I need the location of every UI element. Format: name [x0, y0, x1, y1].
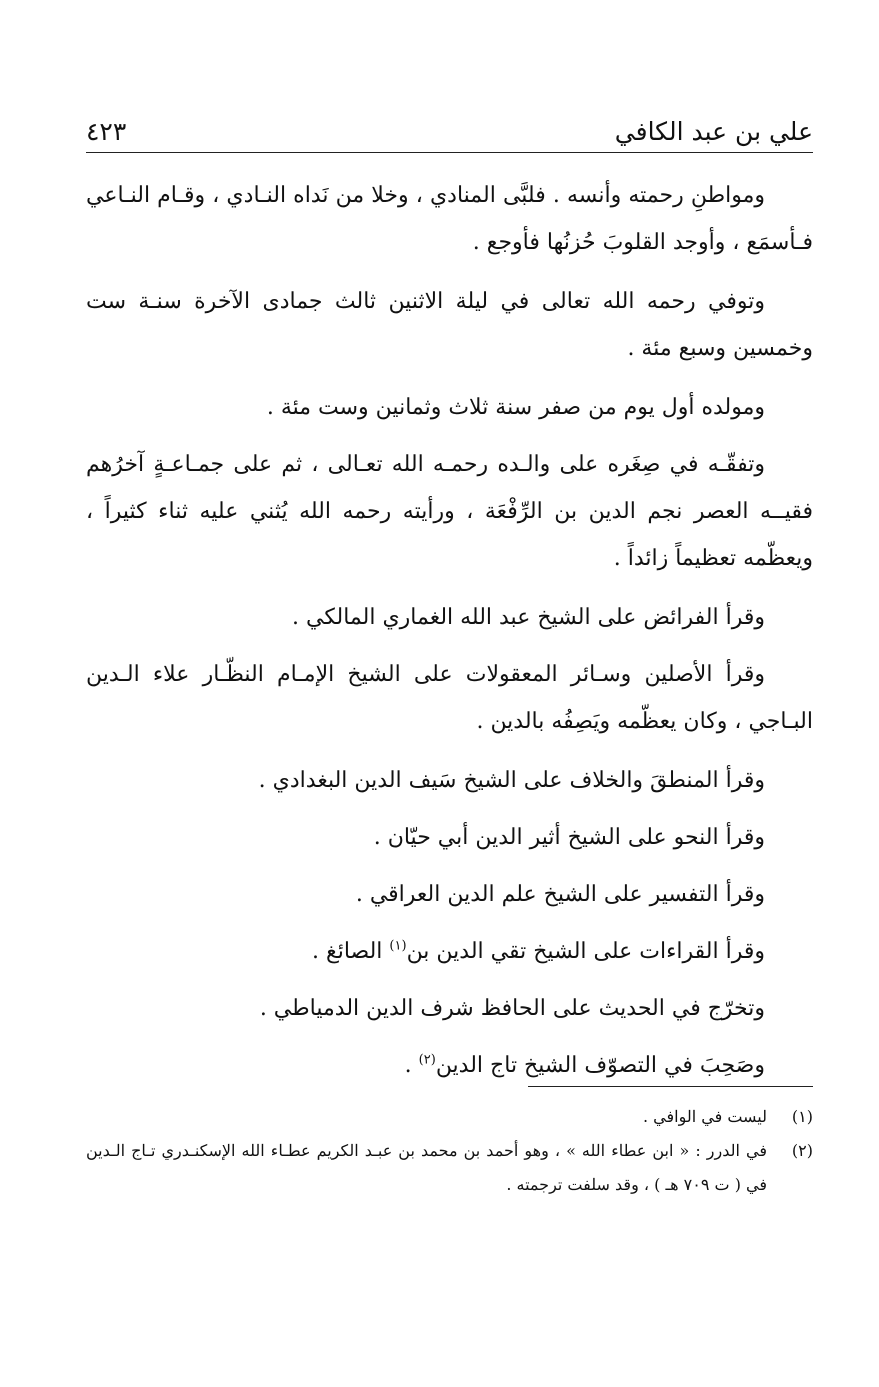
paragraph-logic-study: وقرأ المنطقَ والخلاف على الشيخ سَيف الدين البغدادي . [258, 768, 765, 793]
paragraph-qiraat-text-end: الصائغ . [312, 939, 390, 964]
footnote-text-1: ليست في الوافي . [642, 1107, 767, 1126]
footnote-text-2: في الدرر : « ابن عطاء الله » ، وهو أحمد بن محمد بن عبـد الكريم عطـاء الله الإسكنـدري تـاج الـدين في ( ت ٧٠٩ هـ ) ، وقد سلفت ترجمته . [86, 1141, 767, 1194]
footnotes [86, 1100, 813, 1202]
running-head [86, 112, 813, 152]
paragraph-fiqh-study: وتفقّـه في صِغَره على والـده رحمـه الله تعـالى ، ثم على جمـاعـةٍ آخرُهم فقيــه العصر نجم الدين بن الرِّفْعَة ، ورأيته رحمه الله يُثني عليه ثناء كثيراً ، ويعظّمه تعظيماً زائداً . [86, 452, 813, 571]
footnote-reference-1[interactable]: (١) [389, 938, 407, 954]
footnote-reference-2[interactable]: (٢) [418, 1052, 436, 1068]
paragraph-tafsir-study: وقرأ التفسير على الشيخ علم الدين العراقي . [355, 882, 765, 907]
paragraph-grammar-study: وقرأ النحو على الشيخ أثير الدين أبي حيّان . [373, 825, 765, 850]
footnote-1 [86, 1100, 813, 1134]
paragraph-usul-study: وقرأ الأصلين وسـائر المعقولات على الشيخ الإمـام النظّـار علاء الـدين البـاجي ، وكان يعظّمه ويَصِفُه بالدين . [86, 662, 813, 734]
paragraph-qiraat-text: وقرأ القراءات على الشيخ تقي الدين بن [406, 939, 765, 964]
footnote-rule [528, 1086, 813, 1087]
paragraph-death-date: وتوفي رحمه الله تعالى في ليلة الاثنين ثالث جمادى الآخرة سنـة ست وخمسين وسبع مئة . [86, 289, 813, 361]
page-number: ٤٢٣ [86, 117, 127, 146]
paragraph-sufism-text: وصَحِبَ في التصوّف الشيخ تاج الدين [435, 1053, 765, 1078]
footnote-number-2: (٢) [791, 1141, 813, 1160]
paragraph-qiraat-study [86, 928, 813, 975]
body-text [86, 172, 813, 1099]
paragraph-death-lament: ومواطنِ رحمته وأنسه . فلبَّى المنادي ، وخلا من نَداه النـادي ، وقـام النـاعي فـأسمَع ، وأوجد القلوبَ حُزنُها فأوجع . [86, 183, 813, 255]
footnote-2 [86, 1134, 813, 1202]
running-head-title: علي بن عبد الكافي [614, 117, 813, 146]
paragraph-sufism-study [86, 1042, 813, 1089]
paragraph-sufism-text-end: . [404, 1053, 419, 1078]
paragraph-faraid-study: وقرأ الفرائض على الشيخ عبد الله الغماري المالكي . [292, 605, 765, 630]
footnote-number-1: (١) [791, 1107, 813, 1126]
header-rule [86, 152, 813, 153]
paragraph-hadith-study: وتخرّج في الحديث على الحافظ شرف الدين الدمياطي . [259, 996, 765, 1021]
paragraph-birth-date: ومولده أول يوم من صفر سنة ثلاث وثمانين وست مئة . [266, 395, 765, 420]
